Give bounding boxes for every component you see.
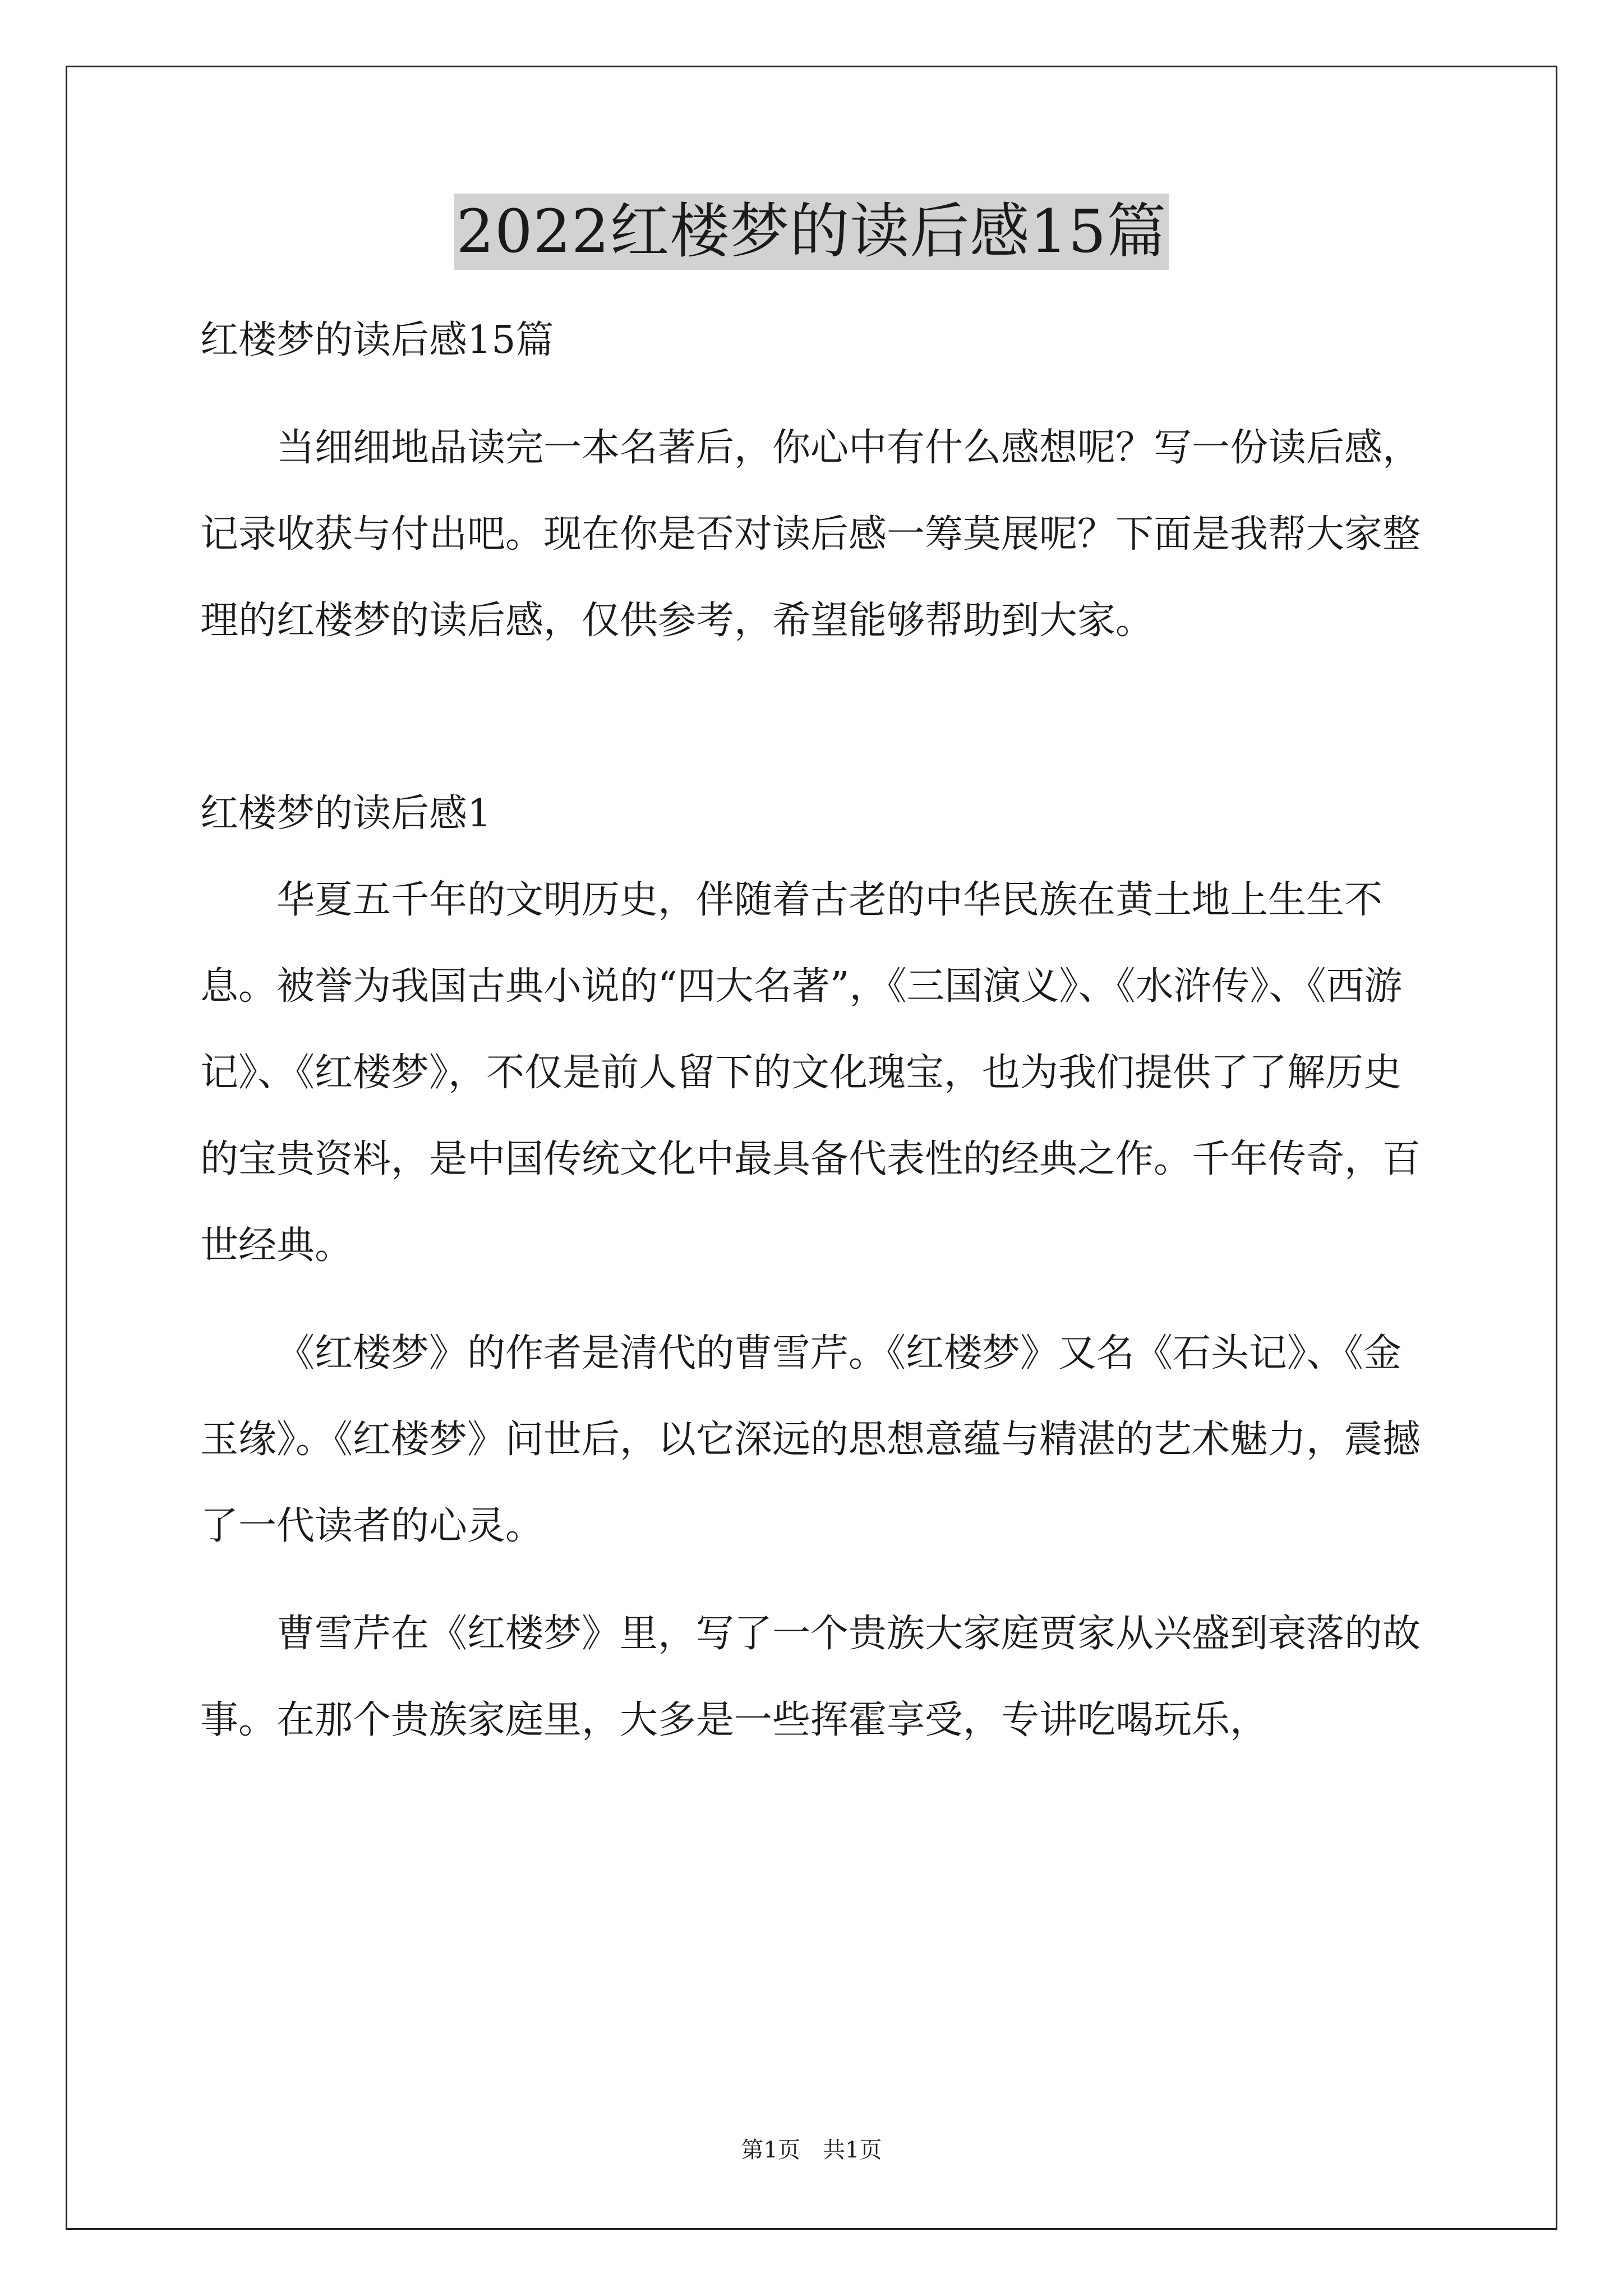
document-body — [200, 297, 1428, 1764]
body-paragraph: 华夏五千年的文明历史，伴随着古老的中华民族在黄土地上生生不息。被誉为我国古典小说的“四大名著”，《三国演义》、《水浒传》、《西游记》、《红楼梦》，不仅是前人留下的文化瑰宝，也为我们提供了了解历史的宝贵资料，是中国传统文化中最具备代表性的经典之作。千年传奇，百世经典。 — [200, 878, 1421, 1268]
body-paragraph: 曹雪芹在《红楼梦》里，写了一个贵族大家庭贾家从兴盛到衰落的故事。在那个贵族家庭里，大多是一些挥霍享受，专讲吃喝玩乐， — [200, 1612, 1421, 1742]
page-footer: 第1页 共1页 — [741, 2137, 882, 2163]
document-subtitle: 红楼梦的读后感15篇 — [200, 318, 554, 362]
document-title: 2022红楼梦的读后感15篇 — [454, 194, 1169, 270]
section-heading: 红楼梦的读后感1 — [200, 792, 492, 836]
body-paragraph: 《红楼梦》的作者是清代的曹雪芹。《红楼梦》又名《石头记》、《金玉缘》。《红楼梦》问世后，以它深远的思想意蕴与精湛的艺术魅力，震撼了一代读者的心灵。 — [200, 1331, 1421, 1548]
intro-paragraph: 当细细地品读完一本名著后，你心中有什么感想呢？写一份读后感，记录收获与付出吧。现在你是否对读后感一筹莫展呢？下面是我帮大家整理的红楼梦的读后感，仅供参考，希望能够帮助到大家。 — [200, 426, 1421, 643]
title-container — [0, 194, 1623, 270]
